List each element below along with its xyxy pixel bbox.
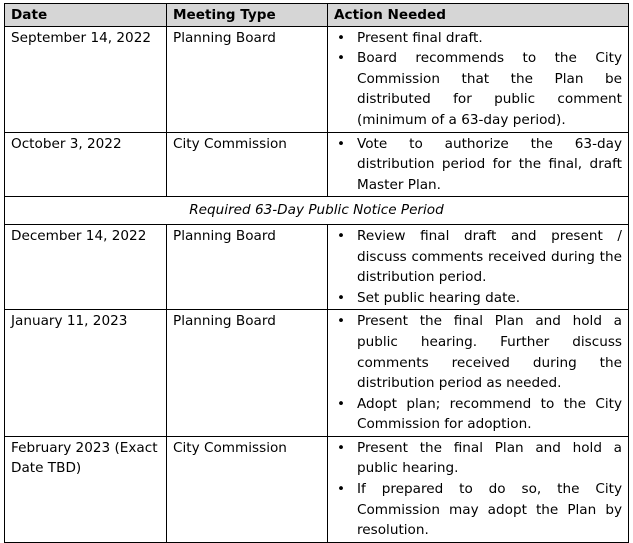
action-item: • Board recommends to the City Commission that the Plan be distributed for public comment (minimum of a 63-day period). — [334, 48, 622, 130]
action-item: • Present the final Plan and hold a public hearing. — [334, 438, 622, 479]
action-cell — [328, 26, 629, 132]
action-list — [334, 226, 622, 309]
meeting-type-cell: City Commission — [167, 132, 328, 197]
date-cell: September 14, 2022 — [5, 26, 167, 132]
date-cell: February 2023 (Exact Date TBD) — [5, 436, 167, 542]
table-row — [5, 224, 629, 309]
table-row — [5, 132, 629, 197]
action-list — [334, 311, 622, 436]
notice-period-cell: Required 63-Day Public Notice Period — [5, 197, 629, 225]
action-list — [334, 134, 622, 197]
action-item: • Present the final Plan and hold a public hearing. Further discuss comments received during the distribution period as needed. — [334, 311, 622, 393]
date-cell: January 11, 2023 — [5, 310, 167, 437]
action-item: • Set public hearing date. — [334, 288, 622, 309]
action-cell — [328, 436, 629, 542]
action-list — [334, 28, 622, 132]
table-row — [5, 26, 629, 132]
notice-period-row — [5, 197, 629, 225]
action-item: • Present final draft. — [334, 28, 622, 49]
action-item: • Adopt plan; recommend to the City Commission for adoption. — [334, 394, 622, 435]
action-item: • Review final draft and present / discuss comments received during the distribution period. — [334, 226, 622, 288]
action-cell — [328, 310, 629, 437]
table-row — [5, 436, 629, 542]
table-row — [5, 310, 629, 437]
action-cell — [328, 132, 629, 197]
meeting-type-cell: Planning Board — [167, 26, 328, 132]
meeting-type-cell: Planning Board — [167, 224, 328, 309]
header-date: Date — [5, 4, 167, 27]
action-item: • Vote to authorize the 63-day distribution period for the final, draft Master Plan. — [334, 134, 622, 196]
action-cell — [328, 224, 629, 309]
meeting-type-cell: Planning Board — [167, 310, 328, 437]
date-cell: December 14, 2022 — [5, 224, 167, 309]
meeting-type-cell: City Commission — [167, 436, 328, 542]
master-plan-schedule-table — [4, 3, 629, 543]
header-meeting-type: Meeting Type — [167, 4, 328, 27]
header-action-needed: Action Needed — [328, 4, 629, 27]
schedule-table-container — [4, 3, 629, 543]
date-cell: October 3, 2022 — [5, 132, 167, 197]
action-list — [334, 438, 622, 542]
header-row — [5, 4, 629, 27]
action-item: • If prepared to do so, the City Commission may adopt the Plan by resolution. — [334, 479, 622, 541]
